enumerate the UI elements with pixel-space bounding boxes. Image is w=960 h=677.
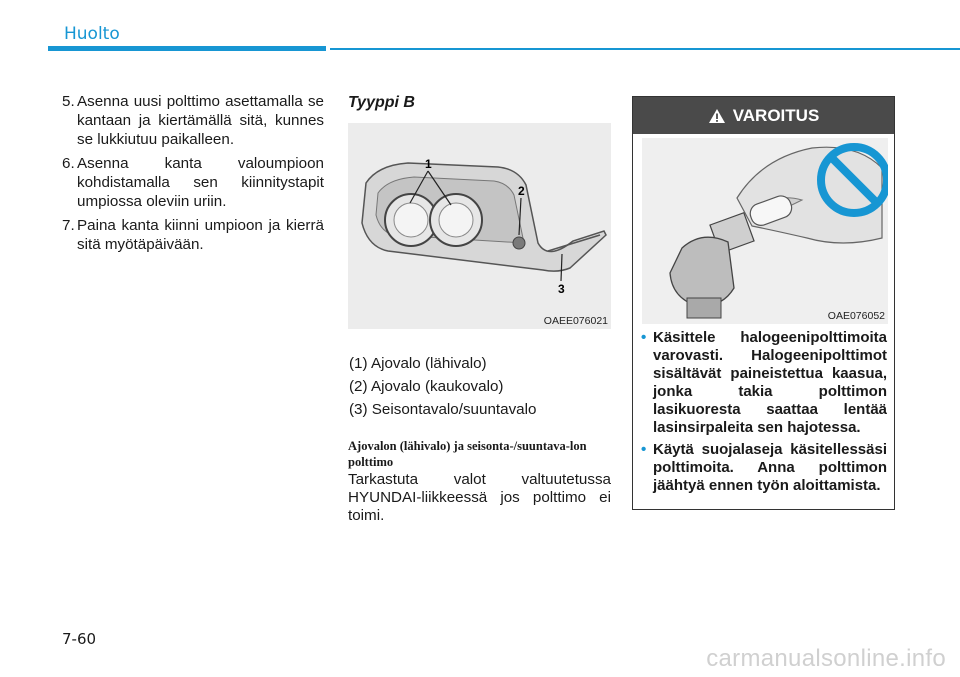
- warning-item: • Käsittele halogeenipolttimoita varovasti. Halogeenipolttimot sisältävät paineistettua kaasua, jonka takia polttimon lasikuoresta saattaa lentää lasinsirpaleita sen hajotessa.: [641, 329, 887, 436]
- figure-code: OAEE076021: [543, 315, 608, 327]
- watermark: carmanualsonline.info: [706, 645, 946, 672]
- warning-title: VAROITUS: [732, 105, 820, 125]
- warning-box: [632, 96, 895, 510]
- bullet-icon: •: [641, 441, 647, 458]
- body-paragraph: Tarkastuta valot valtuutetussa HYUNDAI-liikkeessä jos polttimo ei toimi.: [348, 471, 611, 524]
- legend-item: (1) Ajovalo (lähivalo): [349, 355, 487, 372]
- warning-triangle-icon: [708, 108, 726, 124]
- type-title: Tyyppi B: [348, 94, 415, 111]
- header-rule-thick: [48, 46, 326, 51]
- section-title: Huolto: [64, 24, 120, 44]
- bullet-icon: •: [641, 329, 647, 346]
- bulb-hand-illustration: [642, 138, 888, 324]
- headlamp-illustration: [348, 123, 611, 329]
- warning-header: [633, 97, 894, 134]
- step-item: 6. Asenna kanta valoumpioon kohdistamalla sen kiinnitystapit umpiossa oleviin uriin.: [62, 155, 324, 210]
- page-number: 7-60: [62, 630, 97, 648]
- legend-item: (3) Seisontavalo/suuntavalo: [349, 401, 537, 418]
- callout-1: 1: [425, 157, 432, 171]
- legend-item: (2) Ajovalo (kaukovalo): [349, 378, 504, 395]
- bulb-handling-figure: [642, 138, 888, 324]
- step-item: 7. Paina kanta kiinni umpioon ja kierrä sitä myötäpäivään.: [62, 217, 324, 253]
- callout-3: 3: [558, 282, 565, 296]
- figure-legend: [349, 352, 536, 421]
- callout-2: 2: [518, 184, 525, 198]
- step-item: 5. Asenna uusi polttimo asettamalla se kantaan ja kiertämällä sitä, kunnes se lukkiutuu paikalleen.: [62, 93, 324, 148]
- warning-figure-code: OAE076052: [827, 310, 885, 322]
- headlamp-figure: [348, 123, 611, 329]
- warning-list: [641, 329, 887, 499]
- warning-item: • Käytä suojalaseja käsitellessäsi polttimoita. Anna polttimon jäähtyä ennen työn aloittamista.: [641, 441, 887, 494]
- step-list: [62, 92, 324, 259]
- subheading: Ajovalon (lähivalo) ja seisonta-/suuntava-lon polttimo: [348, 439, 587, 469]
- header-rule-thin: [330, 48, 960, 50]
